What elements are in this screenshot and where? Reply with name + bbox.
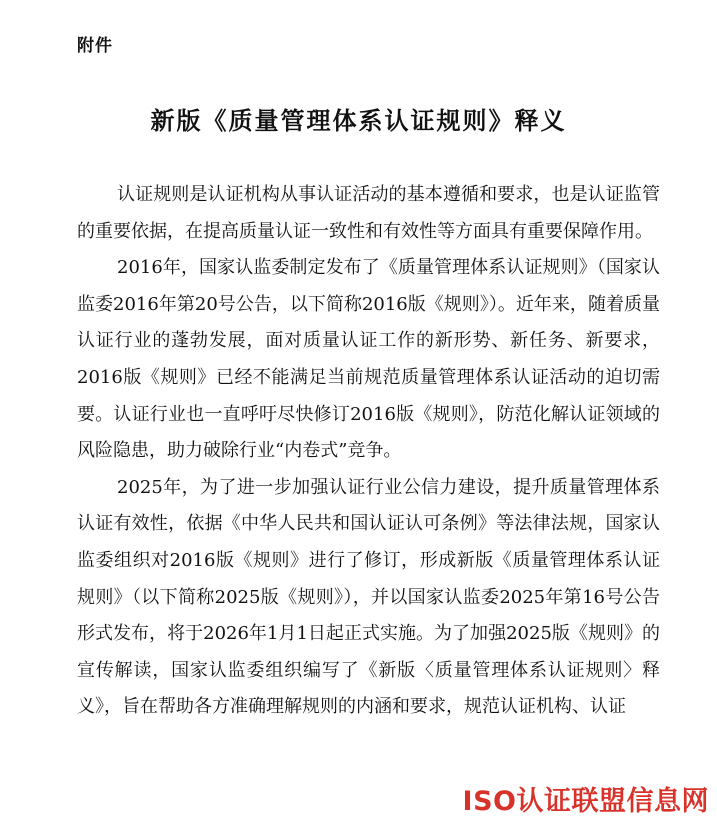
- paragraph-intro: 认证规则是认证机构从事认证活动的基本遵循和要求，也是认证监管的重要依据，在提高质量认证一致性和有效性等方面具有重要保障作用。: [77, 184, 660, 242]
- document-title: 新版《质量管理体系认证规则》释义: [150, 106, 567, 135]
- document-body: [77, 177, 660, 726]
- attachment-label: 附件: [77, 36, 113, 56]
- paragraph-2016-rules: 2016年，国家认监委制定发布了《质量管理体系认证规则》（国家认监委2016年第20号公告，以下简称2016版《规则》）。近年来，随着质量认证行业的蓬勃发展，面对质量认证工作的新形势、新任务、新要求，2016版《规则》已经不能满足当前规范质量管理体系认证活动的迫切需要。认证行业也一直呼吁尽快修订2016版《规则》，防范化解认证领域的风险隐患，助力破除行业“内卷式”竞争。: [77, 257, 660, 462]
- site-watermark: ISO认证联盟信息网: [463, 779, 709, 818]
- paragraph-2025-revision: 2025年，为了进一步加强认证行业公信力建设，提升质量管理体系认证有效性，依据《中华人民共和国认证认可条例》等法律法规，国家认监委组织对2016版《规则》进行了修订，形成新版《质量管理体系认证规则》（以下简称2025版《规则》），并以国家认监委2025年第16号公告形式发布，将于2026年1月1日起正式实施。为了加强2025版《规则》的宣传解读，国家认监委组织编写了《新版〈质量管理体系认证规则〉释义》，旨在帮助各方准确理解规则的内涵和要求，规范认证机构、认证: [77, 476, 660, 718]
